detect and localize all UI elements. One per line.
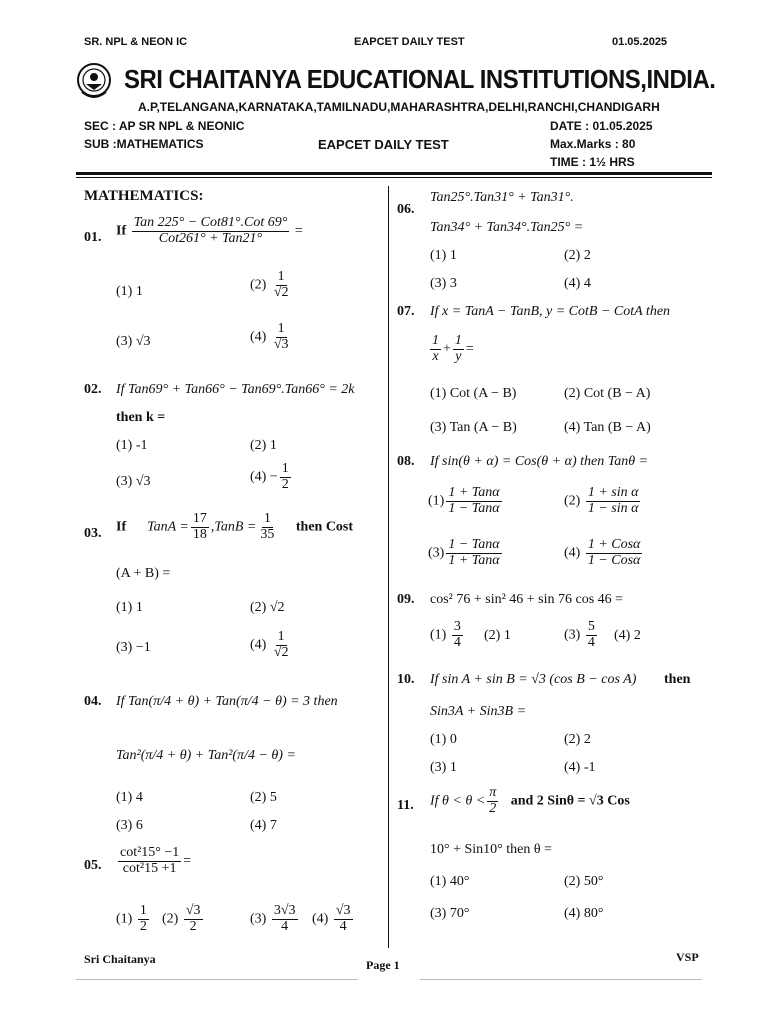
q10-then: then [664,672,691,687]
section-label: SEC : AP SR NPL & NEONIC [84,119,245,133]
institution-states: A.P,TELANGANA,KARNATAKA,TAMILNADU,MAHARASHTRA,DELHI,RANCHI,CHANDIGARH [138,100,660,114]
column-divider [388,186,389,948]
q08-option-1[interactable]: (1) $\frac{\text{1 + Tanα}}{\text{1 − Tanα}}$ [428,485,500,516]
q01-number: 01. [84,230,102,245]
q06-option-1[interactable]: (1) 1 [430,248,457,263]
q08-option-2[interactable]: (2) $\frac{\text{1 + sin α}}{\text{1 − sin α}}$ [564,485,639,516]
q01-fraction: $\frac{\text{Tan 225° − Cot81°.Cot 69°}}{\text{Cot261° + Tan21°}}$ [133,215,288,246]
q08-number: 08. [397,454,415,469]
q08-stem: If sin(θ + α) = Cos(θ + α) then Tanθ = [430,454,649,469]
q04-stem-2: Tan²(π/4 + θ) + Tan²(π/4 − θ) = [116,748,296,763]
q08-option-4[interactable]: (4) $\frac{\text{1 + Cosα}}{\text{1 − Cosα}}$ [564,537,641,568]
q11-option-2[interactable]: (2) 50° [564,874,604,889]
q05-option-3[interactable]: (3) $\frac{3√3}{4}$ [250,903,296,934]
institution-title: SRI CHAITANYA EDUCATIONAL INSTITUTIONS,INDIA. [124,64,716,94]
q02-stem-2: then k = [116,410,166,425]
q07-option-1[interactable]: (1) Cot (A − B) [430,386,517,401]
q07-option-2[interactable]: (2) Cot (B − A) [564,386,651,401]
q01-option-3[interactable]: (3) √3 [116,334,151,349]
q06-option-4[interactable]: (4) 4 [564,276,591,291]
footer-right: VSP [676,950,699,964]
q11-option-3[interactable]: (3) 70° [430,906,470,921]
q10-option-4[interactable]: (4) -1 [564,760,596,775]
q07-option-3[interactable]: (3) Tan (A − B) [430,420,517,435]
time-label: TIME : 1½ HRS [550,155,635,169]
footer-left: Sri Chaitanya [84,952,156,966]
q10-option-3[interactable]: (3) 1 [430,760,457,775]
q06-stem: Tan25°.Tan31° + Tan31°. [430,190,574,205]
q02-option-2[interactable]: (2) 1 [250,438,277,453]
q03-option-3[interactable]: (3) −1 [116,640,151,655]
q02-option-3[interactable]: (3) √3 [116,474,151,489]
q11-stem-2: 10° + Sin10° then θ = [430,842,552,857]
q07-number: 07. [397,304,415,319]
q05-number: 05. [84,858,102,873]
q01-option-1[interactable]: (1) 1 [116,284,143,299]
test-label: EAPCET DAILY TEST [318,137,449,152]
q11-option-4[interactable]: (4) 80° [564,906,604,921]
q11-number: 11. [397,798,414,813]
q10-option-2[interactable]: (2) 2 [564,732,591,747]
header-date: 01.05.2025 [612,36,668,48]
q03-option-4[interactable]: (4) $\frac{1}{√2}$ [250,629,289,660]
q05-stem: $\frac{\text{cot²15° −1}}{\text{cot²15 +1}}$ = [120,845,192,876]
q09-number: 09. [397,592,415,607]
q10-stem-2: Sin3A + Sin3B = [430,704,527,719]
header-center: EAPCET DAILY TEST [354,36,465,48]
q06-number: 06. [397,202,415,217]
q09-option-1[interactable]: (1) $\frac{3}{4}$ [430,619,461,650]
q03-number: 03. [84,526,102,541]
q07-stem: If x = TanA − TanB, y = CotB − CotA then [430,304,671,319]
q10-number: 10. [397,672,415,687]
q07-option-4[interactable]: (4) Tan (B − A) [564,420,651,435]
q09-stem: cos² 76 + sin² 46 + sin 76 cos 46 = [430,592,624,607]
q08-option-3[interactable]: (3) $\frac{\text{1 − Tanα}}{\text{1 + Tanα}}$ [428,537,500,568]
q05-option-2[interactable]: (2) $\frac{√3}{2}$ [162,903,201,934]
q03-stem: If TanA = $\frac{17}{18}$ ,TanB = $\frac{1}{35}$ then Cost [116,511,354,542]
q09-option-2[interactable]: (2) 1 [484,628,511,643]
q01-stem: If $\frac{\text{Tan 225° − Cot81°.Cot 69°}}{\text{Cot261° + Tan21°}}$ = [116,215,303,246]
q04-option-4[interactable]: (4) 7 [250,818,277,833]
q06-option-2[interactable]: (2) 2 [564,248,591,263]
page-number: Page 1 [366,958,400,972]
q09-option-3[interactable]: (3) $\frac{5}{4}$ [564,619,595,650]
q04-option-2[interactable]: (2) 5 [250,790,277,805]
q01-option-4[interactable]: (4) $\frac{1}{√3}$ [250,321,289,352]
q03-stem-2: (A + B) = [116,566,171,581]
q06-stem-2: Tan34° + Tan34°.Tan25° = [430,220,584,235]
q05-option-4[interactable]: (4) $\frac{√3}{4}$ [312,903,351,934]
subject-label: SUB :MATHEMATICS [84,137,204,151]
q05-option-1[interactable]: (1) $\frac{1}{2}$ [116,903,147,934]
header-left: SR. NPL & NEON IC [84,36,188,48]
q06-option-3[interactable]: (3) 3 [430,276,457,291]
q10-option-1[interactable]: (1) 0 [430,732,457,747]
q02-option-1[interactable]: (1) -1 [116,438,148,453]
footer-line-left [76,979,358,980]
header-rule-thin [76,177,712,178]
date-label: DATE : 01.05.2025 [550,119,653,133]
institution-logo-icon [74,62,114,104]
q10-stem: If sin A + sin B = √3 (cos B − cos A) [430,672,637,687]
q04-number: 04. [84,694,102,709]
q03-option-2[interactable]: (2) √2 [250,600,285,615]
q01-option-2[interactable]: (2) $\frac{1}{√2}$ [250,269,289,300]
q09-option-4[interactable]: (4) 2 [614,628,641,643]
q11-stem: If θ < θ < $\frac{\pi}{2}$ and 2 Sinθ = √3 Cos [430,785,630,816]
q02-stem: If Tan69° + Tan66° − Tan69°.Tan66° = 2k [116,382,355,397]
q04-stem: If Tan(π/4 + θ) + Tan(π/4 − θ) = 3 then [116,694,338,709]
q04-option-1[interactable]: (1) 4 [116,790,143,805]
header-rule [76,172,712,175]
q03-option-1[interactable]: (1) 1 [116,600,143,615]
max-marks-label: Max.Marks : 80 [550,137,636,151]
q07-stem-2: $\frac{1}{x}$ + $\frac{1}{y}$ = [432,333,474,364]
q11-option-1[interactable]: (1) 40° [430,874,470,889]
q04-option-3[interactable]: (3) 6 [116,818,143,833]
q02-option-4[interactable]: (4) − $\frac{1}{2}$ [250,461,289,492]
footer-line-right [420,979,702,980]
section-title: MATHEMATICS: [84,188,204,204]
q02-number: 02. [84,382,102,397]
